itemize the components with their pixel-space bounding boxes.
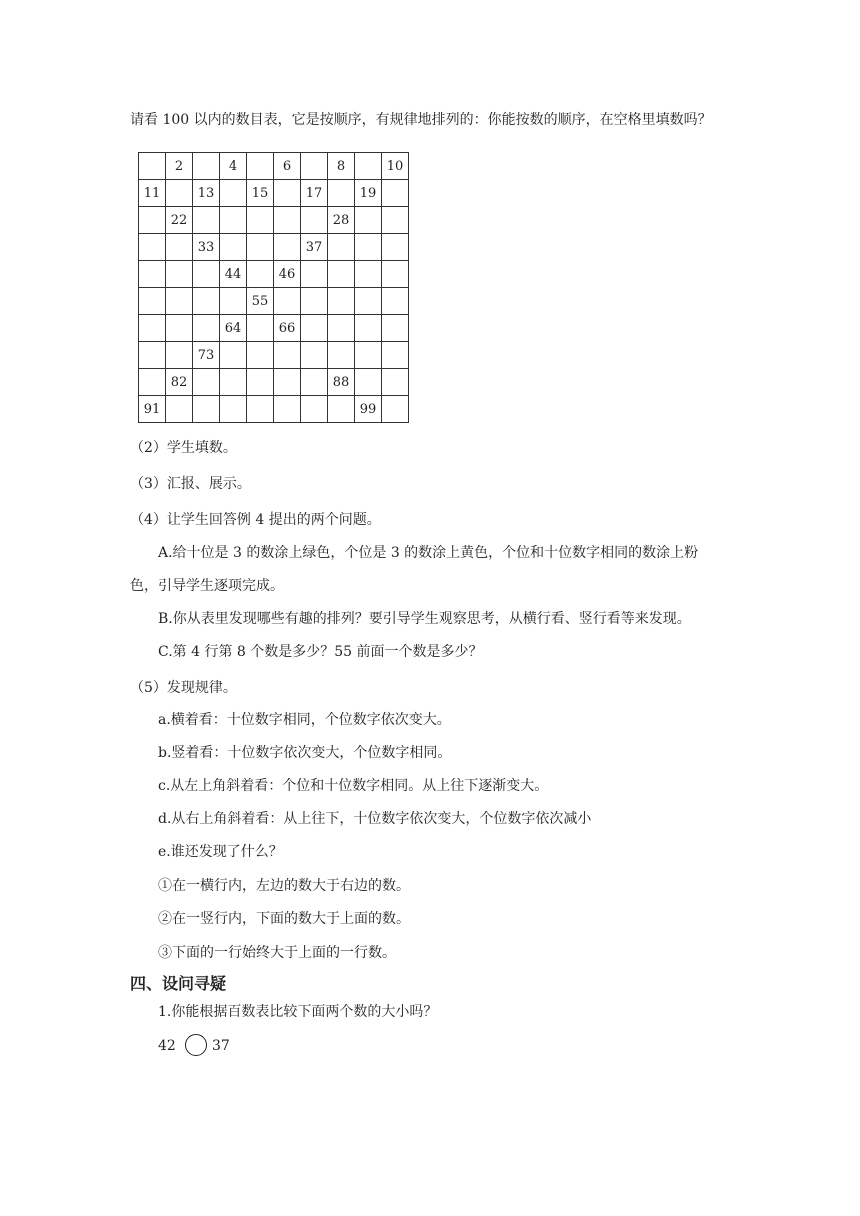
grid-cell[interactable]: [301, 369, 328, 396]
grid-cell[interactable]: [166, 342, 193, 369]
grid-cell[interactable]: [166, 315, 193, 342]
grid-cell[interactable]: [274, 180, 301, 207]
grid-cell[interactable]: 17: [301, 180, 328, 207]
grid-cell[interactable]: [301, 342, 328, 369]
grid-cell[interactable]: 91: [139, 396, 166, 423]
step-5a: a.横着看：十位数字相同，个位数字依次变大。: [158, 712, 451, 728]
grid-cell[interactable]: 11: [139, 180, 166, 207]
grid-cell[interactable]: 66: [274, 315, 301, 342]
grid-cell[interactable]: [247, 207, 274, 234]
grid-cell[interactable]: 19: [355, 180, 382, 207]
finding-1: ①在一横行内，左边的数大于右边的数。: [158, 878, 410, 894]
grid-row: [139, 261, 409, 288]
grid-row: [139, 207, 409, 234]
grid-cell[interactable]: 88: [328, 369, 355, 396]
grid-cell[interactable]: 10: [382, 153, 409, 180]
grid-cell[interactable]: [382, 369, 409, 396]
grid-cell[interactable]: [220, 207, 247, 234]
grid-cell[interactable]: [382, 261, 409, 288]
grid-cell[interactable]: [220, 396, 247, 423]
step-5e: e.谁还发现了什么？: [158, 844, 283, 860]
grid-cell[interactable]: [166, 288, 193, 315]
grid-cell[interactable]: [382, 207, 409, 234]
grid-row: [139, 234, 409, 261]
grid-cell[interactable]: [139, 342, 166, 369]
grid-cell[interactable]: [193, 288, 220, 315]
grid-cell[interactable]: [382, 234, 409, 261]
grid-cell[interactable]: [274, 288, 301, 315]
grid-cell[interactable]: [274, 207, 301, 234]
grid-cell[interactable]: [301, 261, 328, 288]
grid-cell[interactable]: [139, 153, 166, 180]
grid-cell[interactable]: [328, 396, 355, 423]
section-4-title: 四、设问寻疑: [130, 974, 227, 993]
grid-cell[interactable]: [301, 396, 328, 423]
grid-cell[interactable]: [355, 261, 382, 288]
grid-cell[interactable]: 22: [166, 207, 193, 234]
grid-cell[interactable]: [139, 234, 166, 261]
grid-cell[interactable]: 2: [166, 153, 193, 180]
compare-circle-blank[interactable]: [185, 1034, 207, 1056]
grid-cell[interactable]: 99: [355, 396, 382, 423]
grid-row: [139, 342, 409, 369]
step-3: （3）汇报、展示。: [130, 476, 251, 492]
grid-cell[interactable]: 44: [220, 261, 247, 288]
grid-cell[interactable]: [328, 315, 355, 342]
grid-cell[interactable]: [166, 180, 193, 207]
grid-cell[interactable]: [355, 315, 382, 342]
grid-cell[interactable]: [301, 207, 328, 234]
grid-cell[interactable]: [274, 369, 301, 396]
grid-cell[interactable]: [166, 261, 193, 288]
grid-cell[interactable]: [382, 315, 409, 342]
step-4a-line1: A.给十位是 3 的数涂上绿色，个位是 3 的数涂上黄色，个位和十位数字相同的数涂上粉: [158, 545, 699, 561]
grid-cell[interactable]: [247, 315, 274, 342]
grid-cell[interactable]: 28: [328, 207, 355, 234]
step-5c: c.从左上角斜着看：个位和十位数字相同。从上往下逐渐变大。: [158, 778, 549, 794]
grid-cell[interactable]: [139, 207, 166, 234]
grid-row: [139, 315, 409, 342]
grid-cell[interactable]: 82: [166, 369, 193, 396]
grid-cell[interactable]: [382, 180, 409, 207]
grid-row: [139, 396, 409, 423]
grid-cell[interactable]: 4: [220, 153, 247, 180]
intro-text: 请看 100 以内的数目表，它是按顺序，有规律地排列的：你能按数的顺序，在空格里填数吗？: [130, 112, 712, 128]
grid-row: [139, 180, 409, 207]
grid-cell[interactable]: [247, 396, 274, 423]
grid-cell[interactable]: [328, 288, 355, 315]
finding-2: ②在一竖行内，下面的数大于上面的数。: [158, 911, 410, 927]
grid-cell[interactable]: 64: [220, 315, 247, 342]
grid-cell[interactable]: [220, 234, 247, 261]
grid-cell[interactable]: [247, 261, 274, 288]
compare-left-number: 42: [158, 1038, 176, 1054]
grid-cell[interactable]: [220, 180, 247, 207]
grid-cell[interactable]: [328, 261, 355, 288]
grid-cell[interactable]: [355, 234, 382, 261]
compare-right-number: 37: [212, 1038, 230, 1054]
grid-cell[interactable]: [193, 153, 220, 180]
grid-cell[interactable]: [355, 153, 382, 180]
grid-cell[interactable]: [139, 288, 166, 315]
grid-cell[interactable]: 55: [247, 288, 274, 315]
grid-cell[interactable]: [220, 369, 247, 396]
step-5d: d.从右上角斜着看：从上往下，十位数字依次变大，个位数字依次减小: [158, 811, 592, 827]
grid-cell[interactable]: 8: [328, 153, 355, 180]
step-5: （5）发现规律。: [130, 680, 237, 696]
grid-cell[interactable]: [166, 234, 193, 261]
grid-cell[interactable]: [166, 396, 193, 423]
grid-cell[interactable]: 73: [193, 342, 220, 369]
finding-3: ③下面的一行始终大于上面的一行数。: [158, 945, 396, 961]
grid-cell[interactable]: [139, 261, 166, 288]
grid-cell[interactable]: [301, 315, 328, 342]
grid-cell[interactable]: [301, 153, 328, 180]
step-4: （4）让学生回答例 4 提出的两个问题。: [130, 512, 381, 528]
step-4c: C.第 4 行第 8 个数是多少？55 前面一个数是多少？: [158, 644, 483, 660]
grid-cell[interactable]: [355, 207, 382, 234]
grid-cell[interactable]: [382, 288, 409, 315]
step-4a-line2: 色，引导学生逐项完成。: [130, 578, 284, 594]
grid-cell[interactable]: [328, 180, 355, 207]
grid-cell[interactable]: [274, 234, 301, 261]
grid-cell[interactable]: [193, 207, 220, 234]
grid-cell[interactable]: 37: [301, 234, 328, 261]
hundred-chart: [138, 152, 409, 423]
grid-cell[interactable]: [139, 315, 166, 342]
grid-cell[interactable]: [247, 342, 274, 369]
grid-cell[interactable]: 33: [193, 234, 220, 261]
step-4b: B.你从表里发现哪些有趣的排列？要引导学生观察思考，从横行看、竖行看等来发现。: [158, 611, 691, 627]
grid-cell[interactable]: [274, 396, 301, 423]
grid-cell[interactable]: [193, 315, 220, 342]
step-5b: b.竖着看：十位数字依次变大，个位数字相同。: [158, 745, 452, 761]
grid-cell[interactable]: [247, 234, 274, 261]
question-1: 1.你能根据百数表比较下面两个数的大小吗？: [158, 1004, 438, 1020]
grid-cell[interactable]: 13: [193, 180, 220, 207]
grid-cell[interactable]: 15: [247, 180, 274, 207]
grid-row: [139, 153, 409, 180]
grid-cell[interactable]: [355, 342, 382, 369]
grid-cell[interactable]: [382, 342, 409, 369]
grid-cell[interactable]: [139, 369, 166, 396]
grid-cell[interactable]: [274, 342, 301, 369]
grid-cell[interactable]: [193, 261, 220, 288]
grid-row: [139, 288, 409, 315]
grid-cell[interactable]: 46: [274, 261, 301, 288]
grid-cell[interactable]: [355, 369, 382, 396]
grid-cell[interactable]: [220, 288, 247, 315]
grid-cell[interactable]: [193, 369, 220, 396]
grid-cell[interactable]: [328, 234, 355, 261]
grid-cell[interactable]: [247, 153, 274, 180]
grid-row: [139, 369, 409, 396]
grid-cell[interactable]: [382, 396, 409, 423]
grid-cell[interactable]: [355, 288, 382, 315]
grid-cell[interactable]: [220, 342, 247, 369]
grid-cell[interactable]: [193, 396, 220, 423]
grid-cell[interactable]: [247, 369, 274, 396]
step-2: （2）学生填数。: [130, 440, 237, 456]
grid-cell[interactable]: [328, 342, 355, 369]
grid-cell[interactable]: 6: [274, 153, 301, 180]
grid-cell[interactable]: [301, 288, 328, 315]
